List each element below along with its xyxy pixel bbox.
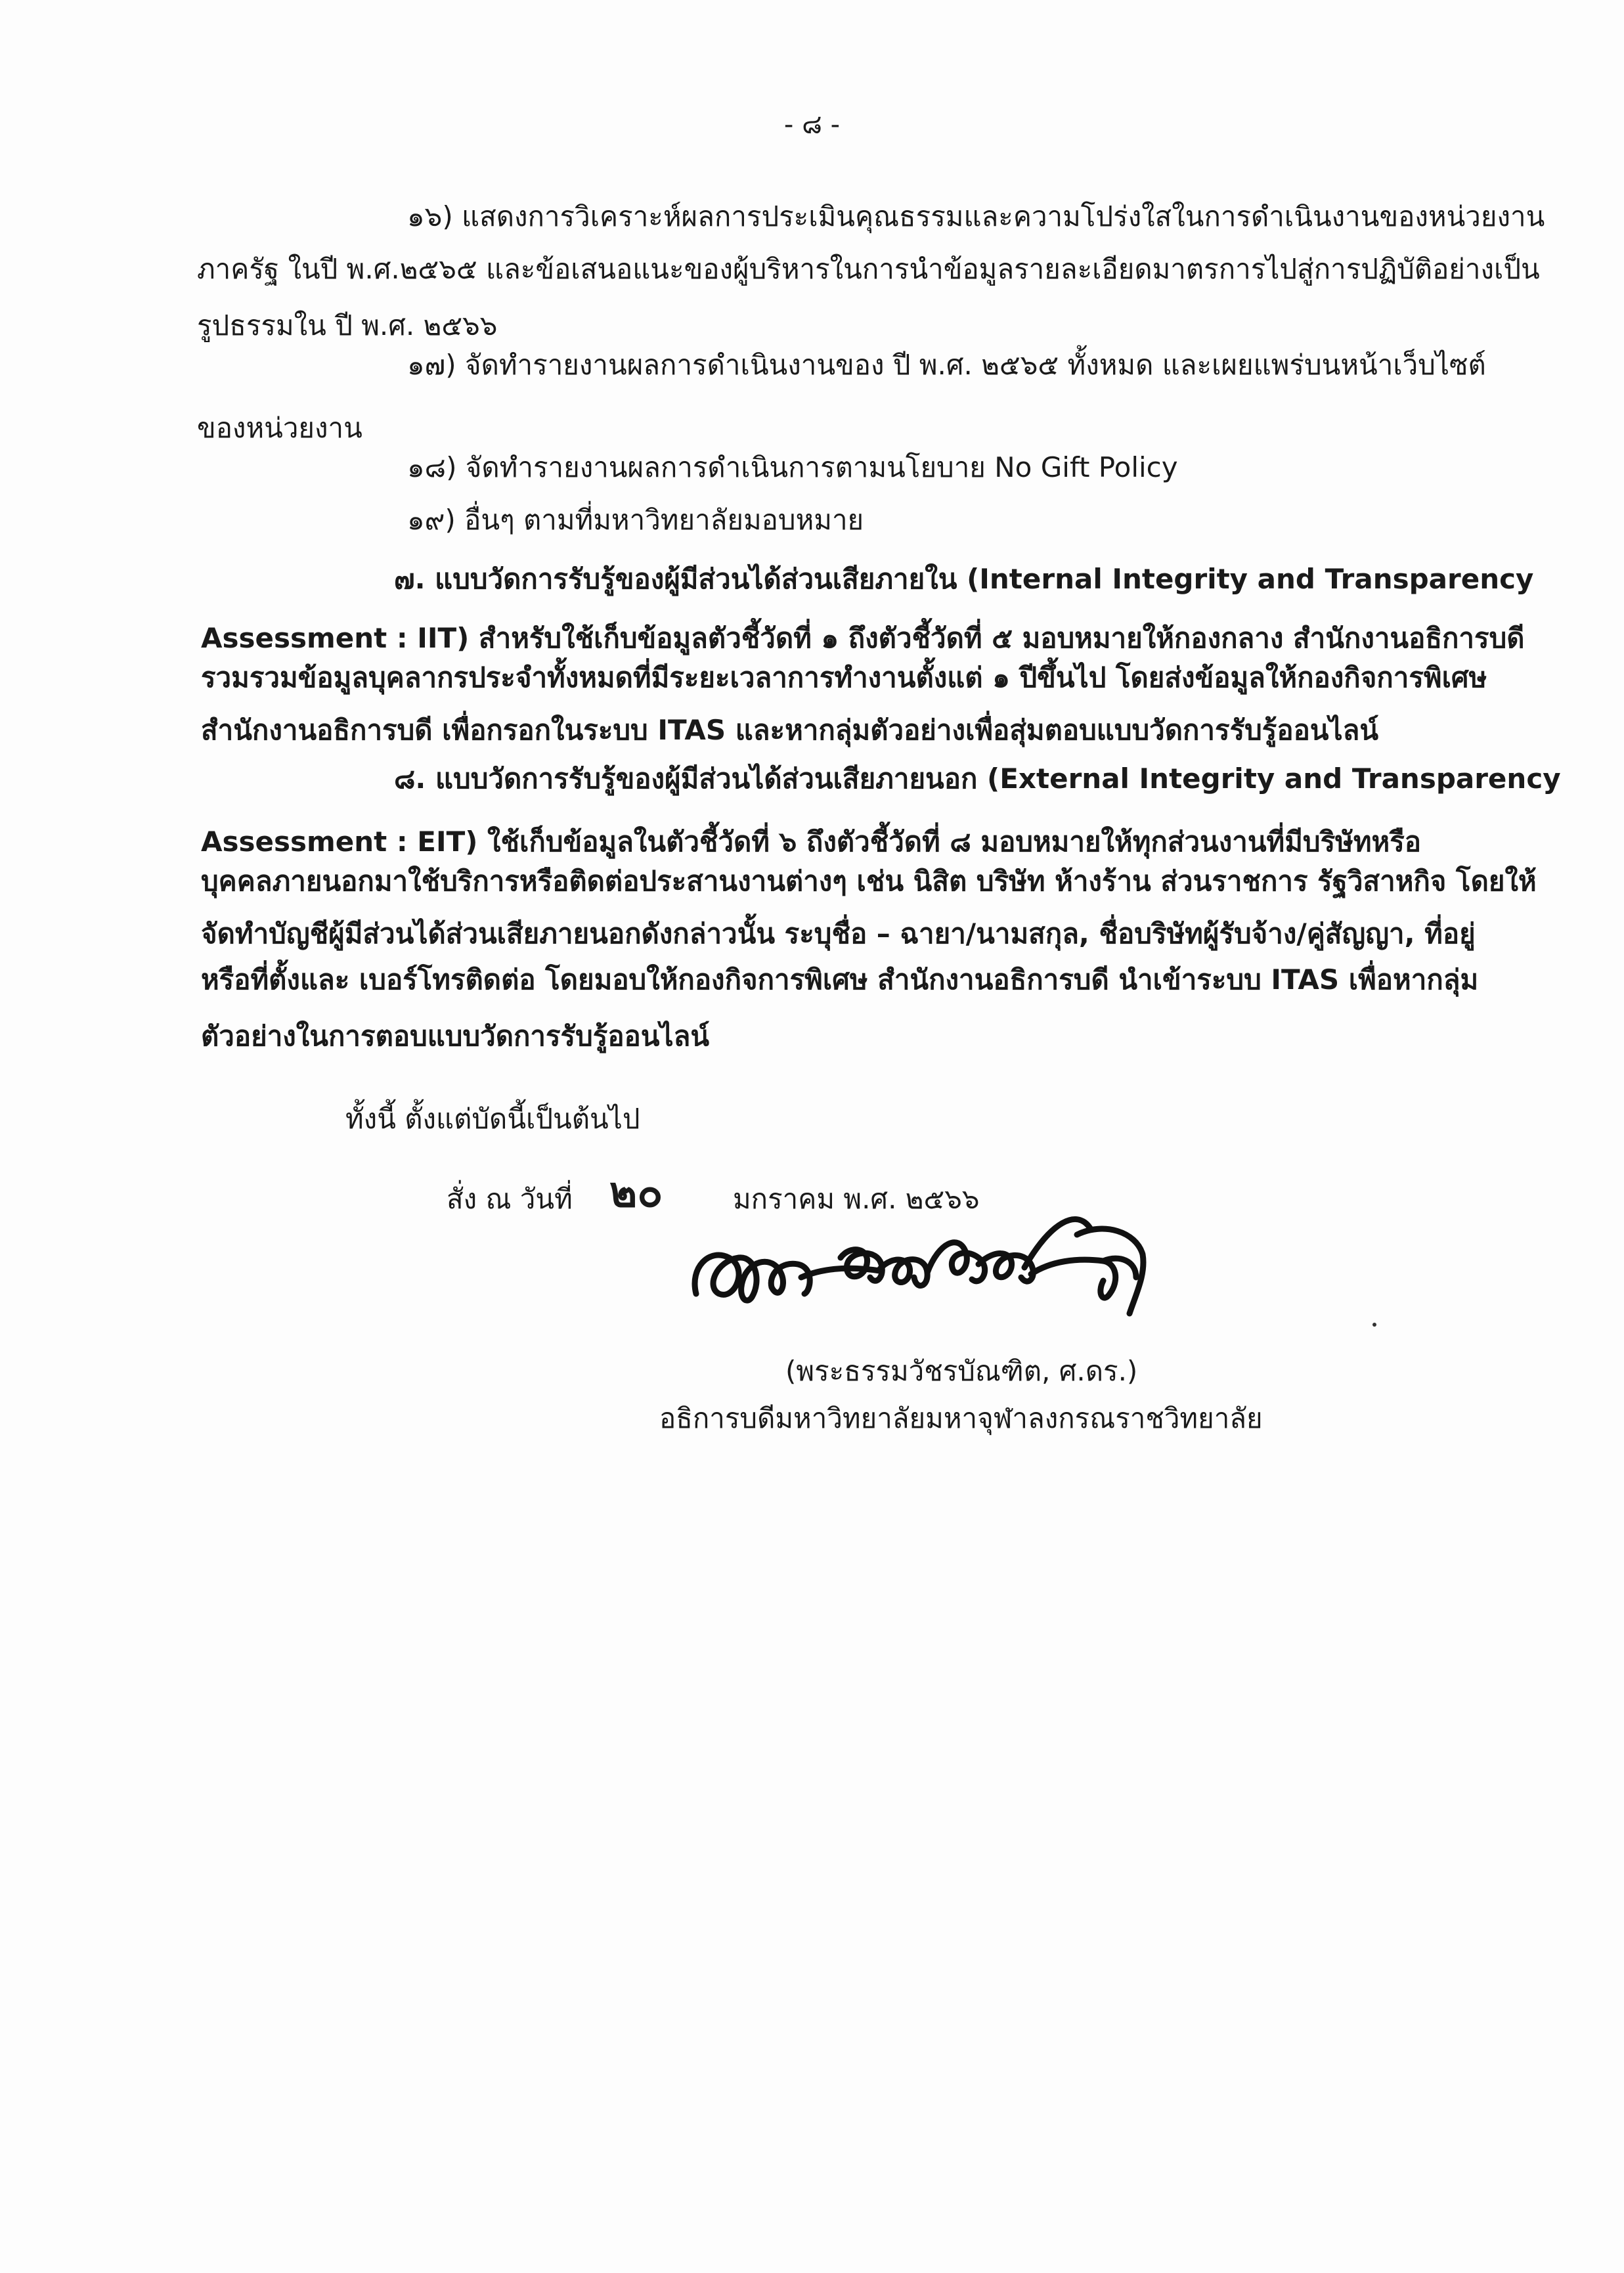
section-7-line-4: สำนักงานอธิการบดี เพื่อกรอกในระบบ ITAS และหากลุ่มตัวอย่างเพื่อสุ่มตอบแบบวัดการรับรู้ออนไลน์ xyxy=(201,714,1379,746)
handwritten-signature xyxy=(683,1195,1169,1327)
section-8-line-1: ๘. แบบวัดการรับรู้ของผู้มีส่วนได้ส่วนเสียภายนอก (External Integrity and Transparency xyxy=(394,762,1561,795)
item-16-line-1: ๑๖) แสดงการวิเคราะห์ผลการประเมินคุณธรรมและความโปร่งใสในการดำเนินงานของหน่วยงาน xyxy=(407,200,1545,232)
item-16-line-3: รูปธรรมใน ปี พ.ศ. ๒๕๖๖ xyxy=(197,309,498,342)
section-8-line-4: จัดทำบัญชีผู้มีส่วนได้ส่วนเสียภายนอกดังกล่าวนั้น ระบุชื่อ – ฉายา/นามสกุล, ชื่อบริษัทผู้รับจ้าง/คู่สัญญา, ที่อยู่ xyxy=(201,917,1476,950)
item-17-line-2: ของหน่วยงาน xyxy=(197,412,362,444)
section-8-line-3: บุคคลภายนอกมาใช้บริการหรือติดต่อประสานงานต่างๆ เช่น นิสิต บริษัท ห้างร้าน ส่วนราชการ รัฐวิสาหกิจ โดยให้ xyxy=(201,865,1537,897)
effective-statement: ทั้งนี้ ตั้งแต่บัดนี้เป็นต้นไป xyxy=(345,1103,640,1135)
item-16-line-2: ภาครัฐ ในปี พ.ศ.๒๕๖๕ และข้อเสนอแนะของผู้บริหารในการนำข้อมูลรายละเอียดมาตรการไปสู่การปฏิบัติอย่างเป็น xyxy=(197,253,1540,285)
item-18: ๑๘) จัดทำรายงานผลการดำเนินการตามนโยบาย No Gift Policy xyxy=(407,451,1178,483)
section-7-line-3: รวมรวมข้อมูลบุคลากรประจำทั้งหมดที่มีระยะเวลาการทำงานตั้งแต่ ๑ ปีขึ้นไป โดยส่งข้อมูลให้กองกิจการพิเศษ xyxy=(201,661,1487,694)
section-8-line-6: ตัวอย่างในการตอบแบบวัดการรับรู้ออนไลน์ xyxy=(201,1020,710,1052)
page-number: - ๘ - xyxy=(783,110,841,140)
section-7-line-1: ๗. แบบวัดการรับรู้ของผู้มีส่วนได้ส่วนเสียภายใน (Internal Integrity and Transparency xyxy=(394,563,1534,595)
signatory-name: (พระธรรมวัชรบัณฑิต, ศ.ดร.) xyxy=(785,1355,1138,1387)
section-8-line-5: หรือที่ตั้งและ เบอร์โทรติดต่อ โดยมอบให้กองกิจการพิเศษ สำนักงานอธิการบดี นำเข้าระบบ ITAS เพื่อหากลุ่ม xyxy=(201,963,1479,996)
order-date-prefix: สั่ง ณ วันที่ xyxy=(447,1183,573,1215)
order-date-day: ๒๐ xyxy=(609,1168,663,1217)
signatory-title: อธิการบดีมหาวิทยาลัยมหาจุฬาลงกรณราชวิทยาลัย xyxy=(659,1402,1263,1434)
item-19: ๑๙) อื่นๆ ตามที่มหาวิทยาลัยมอบหมาย xyxy=(407,504,864,536)
item-17-line-1: ๑๗) จัดทำรายงานผลการดำเนินงานของ ปี พ.ศ. ๒๕๖๕ ทั้งหมด และเผยแพร่บนหน้าเว็บไซต์ xyxy=(407,349,1486,381)
section-7-line-2: Assessment : IIT) สำหรับใช้เก็บข้อมูลตัวชี้วัดที่ ๑ ถึงตัวชี้วัดที่ ๕ มอบหมายให้กองกลาง สำนักงานอธิการบดี xyxy=(201,622,1525,654)
order-date-month-year: มกราคม พ.ศ. ๒๕๖๖ xyxy=(733,1183,980,1215)
section-8-line-2: Assessment : EIT) ใช้เก็บข้อมูลในตัวชี้วัดที่ ๖ ถึงตัวชี้วัดที่ ๘ มอบหมายให้ทุกส่วนงานที่มีบริษัทหรือ xyxy=(201,826,1421,858)
scan-speck xyxy=(1372,1323,1376,1327)
